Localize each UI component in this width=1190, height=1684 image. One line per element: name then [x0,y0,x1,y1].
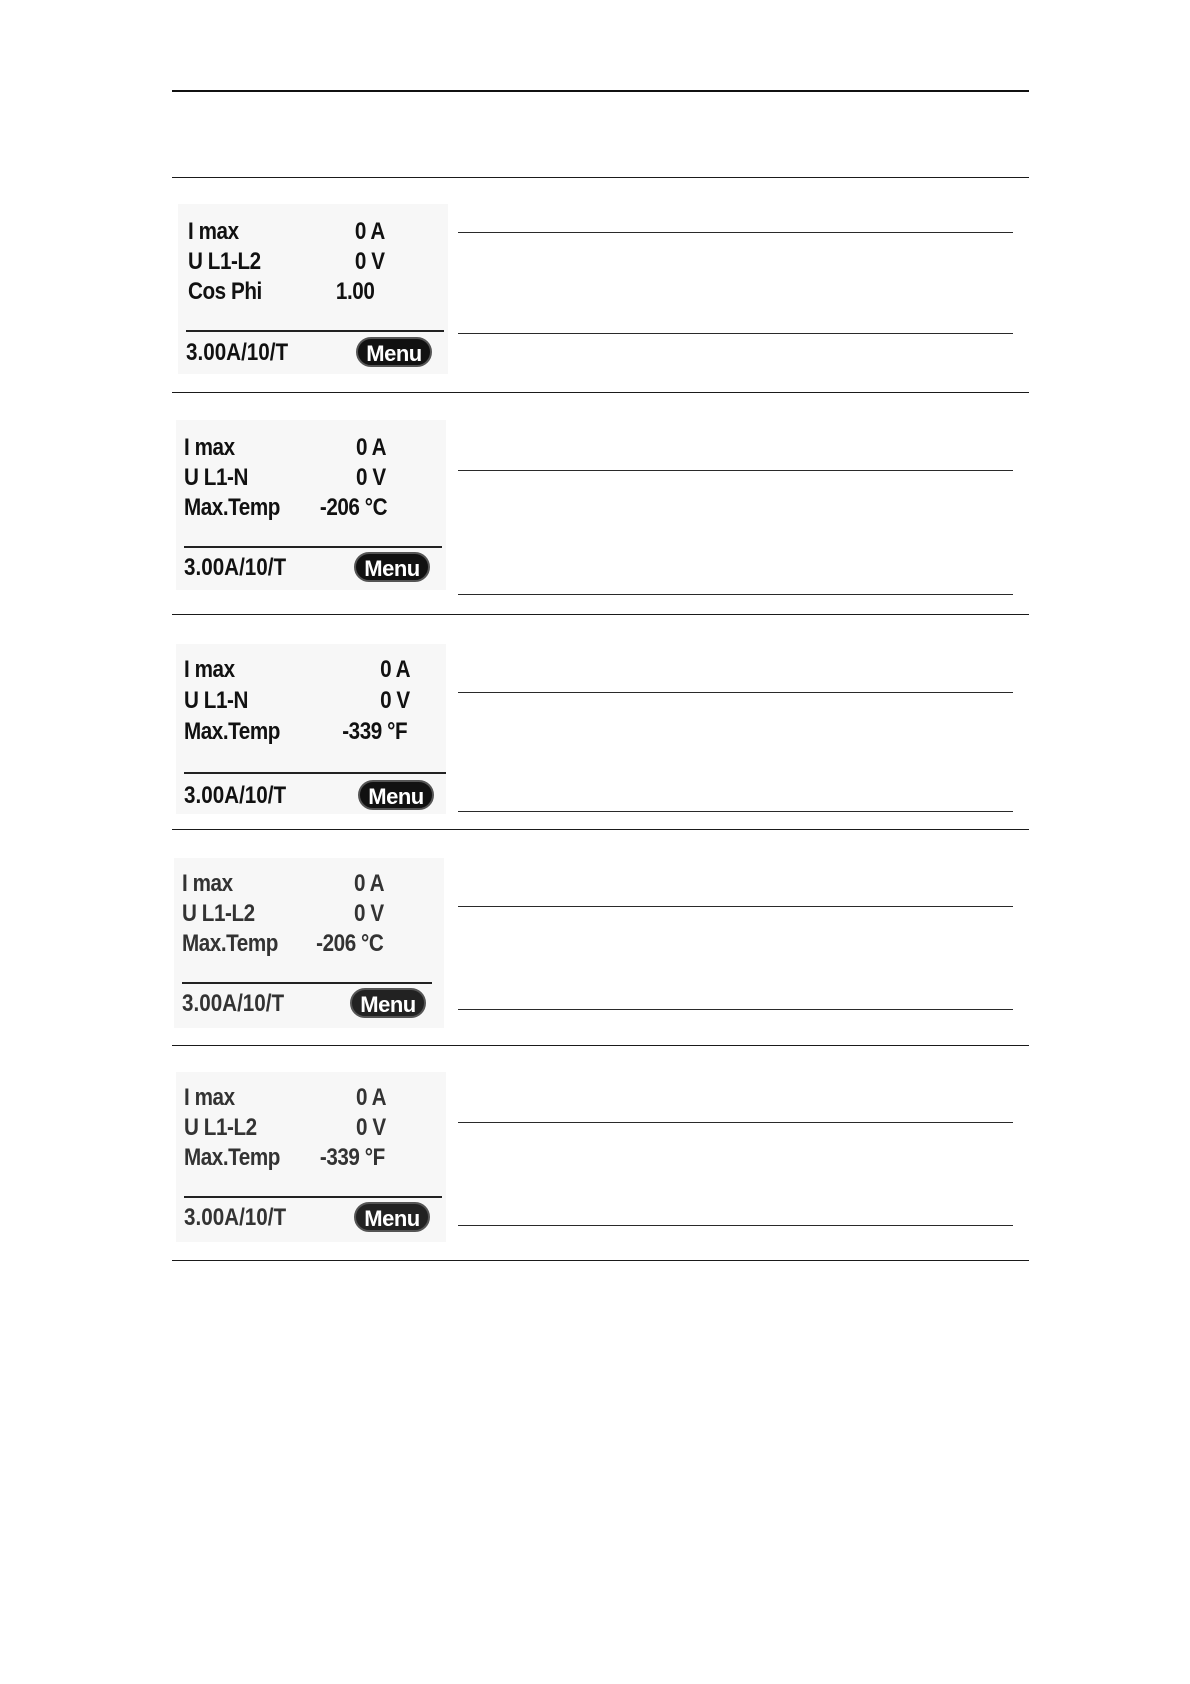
lcd-separator [186,330,444,332]
row-value: 0 V [356,1114,386,1141]
description-rule [458,1122,1013,1123]
lcd-row [184,1144,402,1174]
lcd-screen-4 [174,858,444,1028]
lcd-separator [184,546,442,548]
row-label: Max.Temp [184,1144,280,1171]
row-value: 0 V [354,248,385,275]
description-rule [458,1225,1013,1226]
menu-button[interactable]: Menu [356,337,432,367]
row-value: 0 A [356,434,387,461]
description-rule [458,906,1013,907]
lcd-screen-2 [176,420,446,590]
lcd-row [182,900,400,930]
lcd-row [184,1084,402,1114]
row-label: Max.Temp [184,494,280,521]
row-label: U L1-L2 [182,900,255,927]
lcd-screen-1 [178,204,448,374]
row-value: 0 A [354,870,385,897]
status-text: 3.00A/10/T [184,1204,287,1231]
description-rule [458,811,1013,812]
row-value: 0 A [380,656,411,683]
lcd-separator [182,982,432,984]
menu-button[interactable]: Menu [354,552,430,582]
table-row-divider [172,1045,1029,1046]
row-label: I max [188,218,239,245]
row-label: U L1-L2 [188,248,261,275]
description-rule [458,594,1013,595]
status-text: 3.00A/10/T [186,339,289,366]
lcd-row [188,218,405,248]
table-row-divider [172,829,1029,830]
description-rule [458,333,1013,334]
row-value: -339 °F [319,1144,385,1171]
menu-button[interactable]: Menu [354,1202,430,1232]
lcd-row [188,278,405,308]
row-label: Cos Phi [188,278,262,305]
page-top-rule [172,90,1029,92]
lcd-row [188,248,405,278]
status-text: 3.00A/10/T [184,782,287,809]
row-label: U L1-N [184,687,248,714]
table-bottom-rule [172,1260,1029,1261]
lcd-row [182,870,400,900]
row-label: U L1-N [184,464,248,491]
lcd-row [184,434,402,464]
lcd-screen-3 [176,644,446,814]
lcd-screen-5 [176,1072,446,1242]
description-rule [458,232,1013,233]
row-value: -206 °C [319,494,388,521]
row-label: Max.Temp [182,930,278,957]
row-label: I max [184,1084,235,1111]
row-label: I max [182,870,233,897]
description-rule [458,692,1013,693]
menu-button[interactable]: Menu [358,780,434,810]
row-value: 0 A [356,1084,387,1111]
lcd-row [184,718,408,748]
lcd-row [184,687,410,717]
menu-button[interactable]: Menu [350,988,426,1018]
lcd-separator [184,1196,442,1198]
status-text: 3.00A/10/T [182,990,285,1017]
lcd-row [184,1114,402,1144]
row-label: Max.Temp [184,718,280,745]
table-header-rule [172,177,1029,178]
lcd-row [184,656,411,686]
row-value: 0 V [380,687,410,714]
lcd-separator [184,772,446,774]
row-value: -339 °F [342,718,408,745]
table-row-divider [172,614,1029,615]
status-text: 3.00A/10/T [184,554,287,581]
description-rule [458,470,1013,471]
row-label: I max [184,434,235,461]
row-value: 0 A [354,218,385,245]
row-value: 0 V [354,900,384,927]
lcd-row [182,930,400,960]
row-value: 0 V [356,464,386,491]
row-value: 1.00 [335,278,375,305]
lcd-row [184,494,402,524]
row-value: -206 °C [316,930,384,957]
lcd-row [184,464,402,494]
row-label: I max [184,656,235,683]
row-label: U L1-L2 [184,1114,257,1141]
table-row-divider [172,392,1029,393]
description-rule [458,1009,1013,1010]
